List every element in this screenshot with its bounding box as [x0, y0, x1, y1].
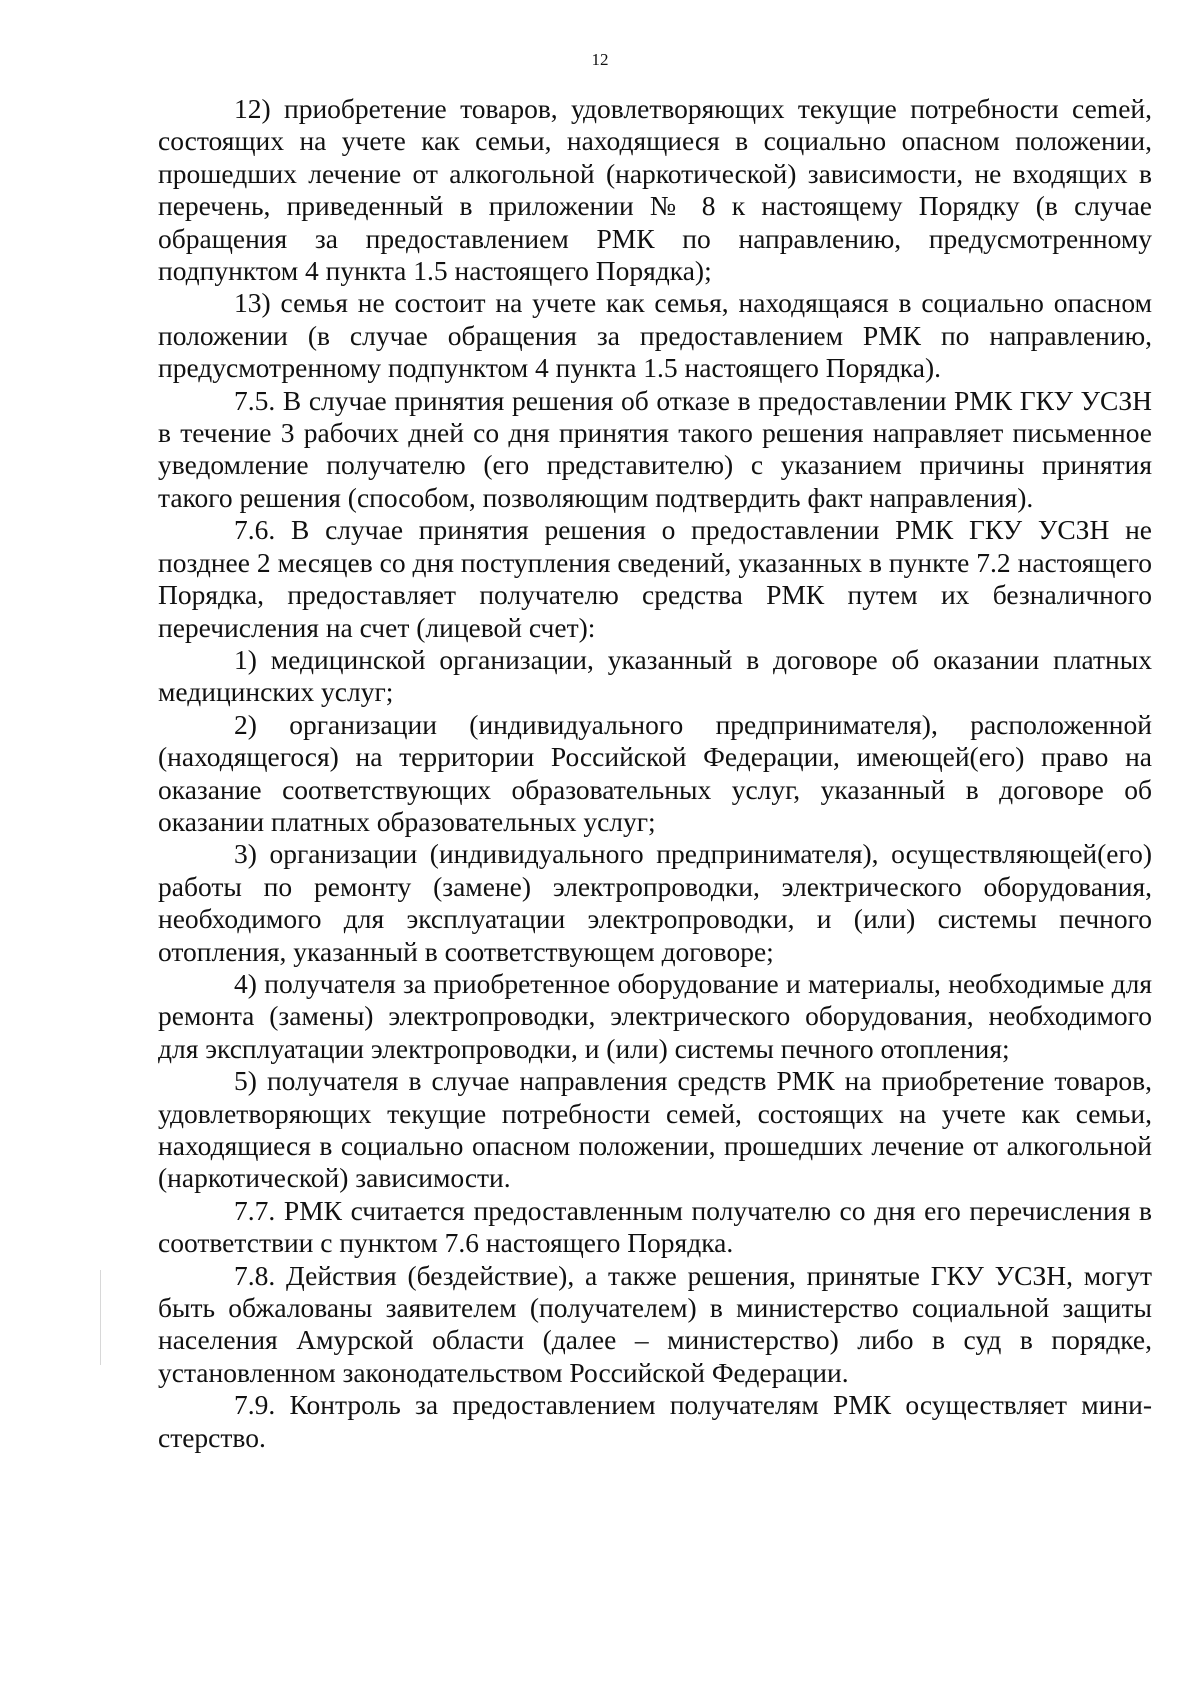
- paragraph-7-6-item-3: 3) организации (индивидуального предпринимателя), осуществляющей(его) работы по ремонту (замене) электропроводки, электрического оборудования, необходимого для эксплуатации электропроводки, и (или) системы печного отопления, указанный в соответствующем договоре;: [158, 838, 1152, 967]
- paragraph-7-7: 7.7. РМК считается предоставленным получателю со дня его перечисления в соответствии с пунктом 7.6 настоящего Порядка.: [158, 1194, 1152, 1259]
- paragraph-item-12: 12) приобретение товаров, удовлетворяющих текущие потребности сеmей, состоящих на учете как семьи, находящиеся в социально опасном положении, прошедших лечение от алкогольной (наркотической) зависимости, не входящих в перечень, приведенный в приложении № 8 к настоящему Порядку (в случае обращения за предоставлением РМК по направлению, предусмотренному подпунктом 4 пункта 1.5 настоящего Порядка);: [158, 93, 1152, 287]
- page-number: 12: [591, 50, 609, 69]
- paragraph-7-6: 7.6. В случае принятия решения о предоставлении РМК ГКУ УСЗН не позднее 2 месяцев со дня поступления сведений, указанных в пункте 7.2 настоящего Порядка, предоставляет получателю средства РМК путем их безналичного перечисления на счет (лицевой счет):: [158, 514, 1152, 643]
- paragraph-7-5: 7.5. В случае принятия решения об отказе в предоставлении РМК ГКУ УСЗН в течение 3 рабочих дней со дня принятия такого решения направляет письменное уведомление получателю (его представителю) с указанием причины принятия такого решения (способом, позволяющим подтвердить факт направления).: [158, 384, 1152, 513]
- paragraph-7-6-item-4: 4) получателя за приобретенное оборудование и материалы, необходимые для ремонта (замены) электропроводки, электрического оборудования, необходимого для эксплуатации электропроводки, и (или) системы печного отопления;: [158, 967, 1152, 1064]
- document-body: [158, 93, 1152, 1454]
- paragraph-7-9: 7.9. Контроль за предоставлением получателям РМК осуществляет министерство.: [158, 1389, 1152, 1453]
- paragraph-7-8: 7.8. Действия (бездействие), а также решения, принятые ГКУ УСЗН, могут быть обжалованы заявителем (получателем) в министерство социальной защиты населения Амурской области (далее – министерство) либо в суд в порядке, установленном законодательством Российской Федерации.: [158, 1259, 1152, 1388]
- scan-margin-line: [100, 1270, 101, 1365]
- paragraph-7-6-item-2: 2) организации (индивидуального предпринимателя), расположенной (находящегося) на территории Российской Федерации, имеющей(его) право на оказание соответствующих образовательных услуг, указанный в договоре об оказании платных образовательных услуг;: [158, 708, 1152, 837]
- paragraph-7-6-item-5: 5) получателя в случае направления средств РМК на приобретение товаров, удовлетворяющих текущие потребности семей, состоящих на учете как семьи, находящиеся в социально опасном положении, прошедших лечение от алкогольной (наркотической) зависимости.: [158, 1065, 1152, 1194]
- paragraph-7-6-item-1: 1) медицинской организации, указанный в договоре об оказании платных медицинских услуг;: [158, 643, 1152, 708]
- paragraph-item-13: 13) семья не состоит на учете как семья, находящаяся в социально опасном положении (в случае обращения за предоставлением РМК по направлению, предусмотренному подпунктом 4 пункта 1.5 настоящего Порядка).: [158, 287, 1152, 384]
